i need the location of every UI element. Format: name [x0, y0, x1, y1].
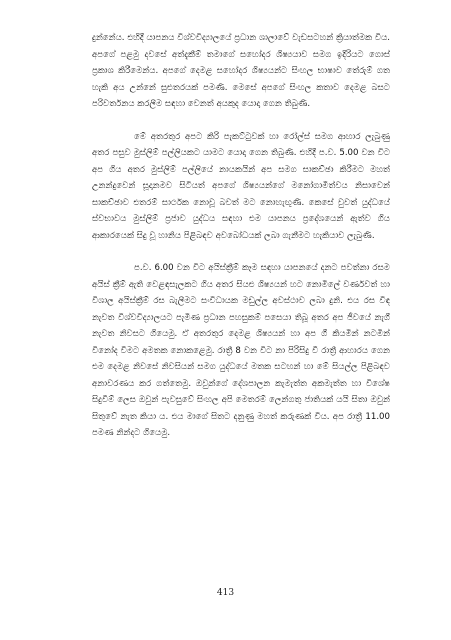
paragraph-2: මේ අතරතුර අපට කිරි පැකට්ටුවක් හා රෝල්ස් සමග ආහාර ලැබුණු අතර පසුව මුස්ලිම් පල්ලියකට යාමට යොදා ගෙන තිබුණි. එහිදී ප.ව. 5.00 වන විට අප ගිය අතර මුස්ලිම් පල්ලියේ නායකයින් අප සමග සාකච්ඡා කිරීමට මහත් උනන්දුවෙන් සූදානමව සිටියත් අපගේ ශිෂ්‍යයන්ගේ මනෝගාමීත්වය නිසාවෙන් සාකච්ඡාව එතරම් සාර්ථක නොවූ බවත් මට නොහැඟුණි. කෙසේ වුවත් යුද්ධයේ ස්වභාවය මුස්ලිම් ප්‍රජාව යුද්ධය සඳහා එම යාපනය ප්‍රදේශයෙන් ඇත්ව ගිය ආකාරයෙක් සිදු වූ හානිය පිළිබඳව අවබෝධයක් ලබා ගැනීමට හැකියාව ලැබුණි.	[92, 131, 390, 241]
page-number: 413	[216, 588, 235, 598]
paragraph-3: ප.ව. 6.00 වන විට අයිස්ක්‍රීම් කෑම සඳහා යාපනයේ දනට පවත්නා රසම අයිස් ක්‍රීම් ඇති වෙළඳසැලකට ගිය අතර සියළු ශිෂ්‍යයන් හට නොමිලේ වර්ණවත් හා විශාල අයිස්ක්‍රීම් රස බැලීමට සංවිධායක මඩුල්ල අවස්ථාව ලබා දුනි. එය රස විඳ නැවත විශ්වවිද්‍යාලයට පැමිණ ප්‍රධාන පහසුකම් පසෙයා තිබූ අතර අප ජීවයේ නැගී නැවත නිවසට ගියෙමු. ඒ අතරතුර දෙමළ ශිෂ්‍යයන් හා අප ගී කියමින් නටමින් විනෝද වීමට අමතක නොකළෙමු. රාත්‍රී 8 වන විට නා පිරිසිදු වී රාත්‍රී ආහාරය ගෙන එම දෙමළ නිවසේ නිවසියන් සමග යුද්ධයේ මතක සටහන් හා මේ සියල්ල පිළිබඳව අනාවරණය කර ගත්තෙමු. ඔවුන්ගේ දේශපාලන කැමැත්ත අකමැත්ත හා විශේෂ සිදුවීම් ලෙස ඔවුන් පැවසුවේ සිංහල අපි මෙතරම් ලෙන්ගතු ජාතියක් යයි සිතා ඔවුන් සිතුවේ නැත කියා ය. එය මාගේ සිතට දනුණු මහත් කරුණක් විය. අප රාත්‍රී 11.00 පමණ නින්දට ගියෙමු.	[92, 263, 390, 438]
paragraph-1: දුන්නේය. එහිදී යාපනය විශ්වවිද්‍යාලයේ ප්‍රධාන ශාලාවේ වැඩසටහන් ක්‍රියාත්මක විය. අපගේ පළමු දවසේ අත්දැකීම් තමාගේ සහෝදර ශිෂ්‍යයාව සමග ඉදිරියට ගොස් ප්‍රකාශ කිරීමෙන්ය. අපගේ දෙමළ සහෝදර ශිෂ්‍යයන්ට සිංහල භාෂාව තේරුම් ගත හැකි අය උන්නේ සුළුතරයක් පමණි. මෙසේ අපගේ සිංහල කතාව දෙමළ බසට පරිවර්තනය කරලීම සඳහා වෙනත් අයකුද යොදා ගෙන තිබුණි.	[92, 33, 390, 109]
body-text	[92, 30, 390, 442]
